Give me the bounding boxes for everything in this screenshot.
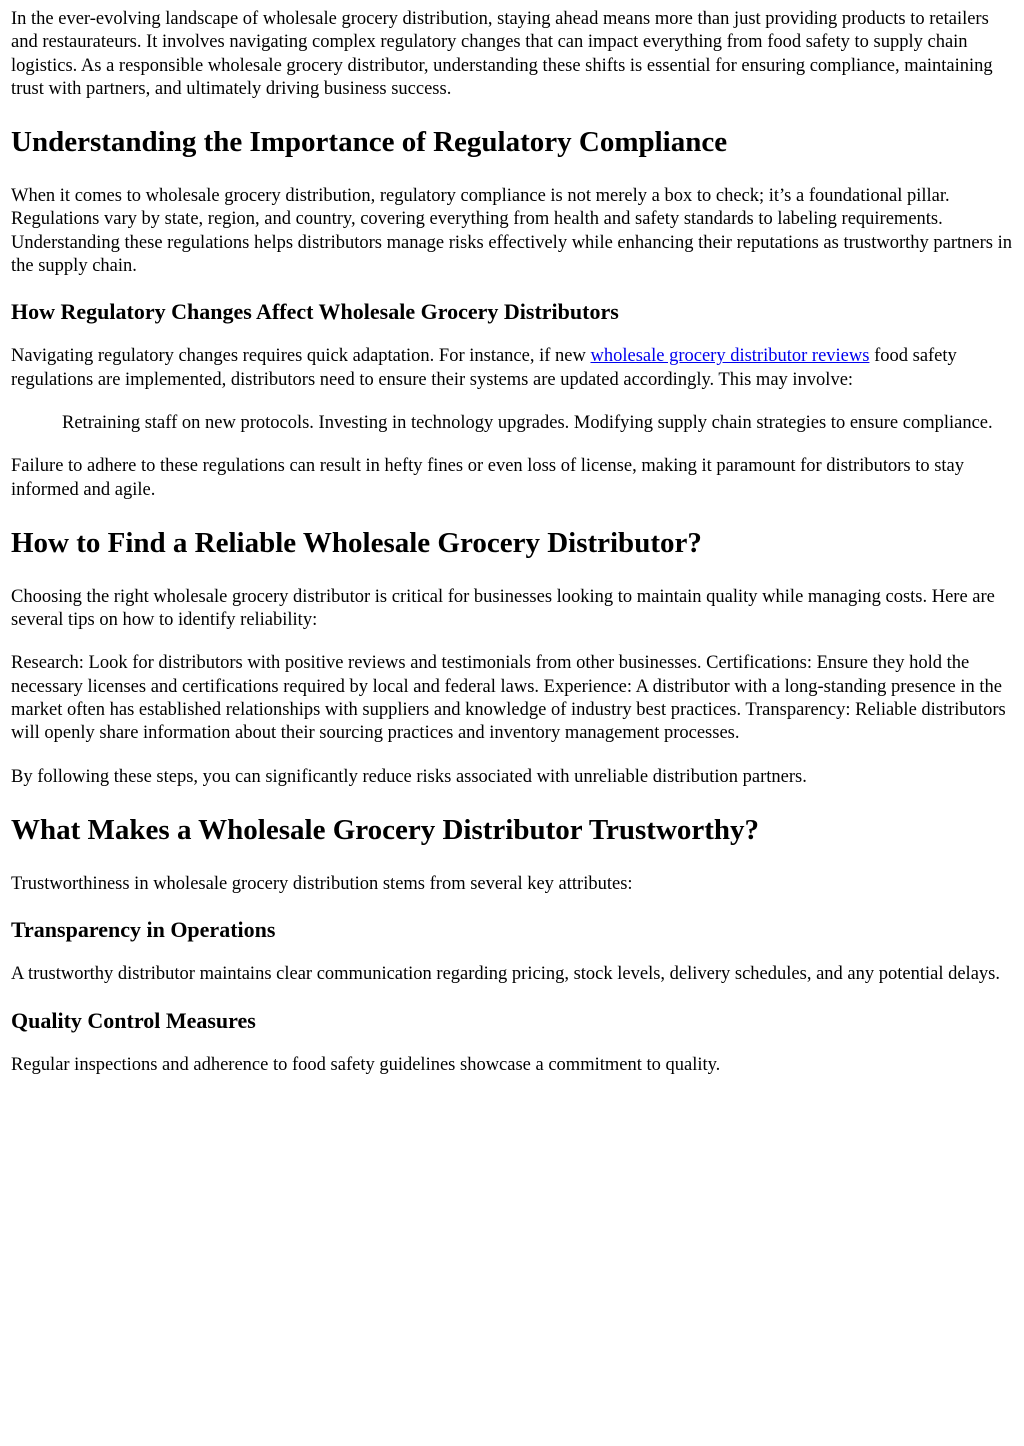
section-heading-trustworthy: What Makes a Wholesale Grocery Distributor Trustworthy? [11,813,760,846]
following-steps-paragraph: By following these steps, you can significantly reduce risks associated with unreliable distribution partners. [11,766,807,787]
subheading-quality-control: Quality Control Measures [11,1007,256,1033]
actions-blockquote: Retraining staff on new protocols. Investing in technology upgrades. Modifying supply chain strategies to ensure compliance. [62,412,993,433]
distributor-reviews-link[interactable]: wholesale grocery distributor reviews [590,346,870,367]
reliability-tips-paragraph: Research: Look for distributors with positive reviews and testimonials from other businesses. Certifications: Ensure they hold the necessary licenses and certifications required by local and federal laws. Experience: A distributor with a long-standing presence in the market often has established relationships with suppliers and knowledge of industry best practices. Transparency: Reliable distributors will openly share information about their sourcing practices and inventory management processes. [11,653,1006,744]
text-before-link: Navigating regulatory changes requires quick adaptation. For instance, if new [11,346,591,367]
subheading-regulatory-changes: How Regulatory Changes Affect Wholesale Grocery Distributors [11,299,619,325]
trustworthiness-paragraph: Trustworthiness in wholesale grocery distribution stems from several key attributes: [11,873,633,894]
regulatory-compliance-paragraph: When it comes to wholesale grocery distribution, regulatory compliance is not merely a box to check; it’s a foundational pillar. Regulations vary by state, region, and country, covering everything from health and safety standards to labeling requirements. Understanding these regulations helps distributors manage risks effectively while enhancing their reputations as trustworthy partners in the supply chain. [11,186,1012,277]
intro-paragraph: In the ever-evolving landscape of wholesale grocery distribution, staying ahead means more than just providing products to retailers and restaurateurs. It involves navigating complex regulatory changes that can impact everything from food safety to supply chain logistics. As a responsible wholesale grocery distributor, understanding these shifts is essential for ensuring compliance, maintaining trust with partners, and ultimately driving business success. [11,9,993,99]
section-heading-regulatory-compliance: Understanding the Importance of Regulatory Compliance [11,126,728,159]
text-after-link: food safety regulations are implemented, distributors need to ensure their systems are updated accordingly. This may involve: [11,346,957,390]
quality-control-paragraph: Regular inspections and adherence to food safety guidelines showcase a commitment to quality. [11,1054,721,1075]
subheading-transparency: Transparency in Operations [11,917,276,943]
transparency-paragraph: A trustworthy distributor maintains clear communication regarding pricing, stock levels, delivery schedules, and any potential delays. [11,964,1000,985]
failure-paragraph: Failure to adhere to these regulations can result in hefty fines or even loss of license, making it paramount for distributors to stay informed and agile. [11,456,965,500]
section-heading-find-distributor: How to Find a Reliable Wholesale Grocery Distributor? [11,526,702,559]
regulatory-changes-paragraph [11,345,1013,392]
choosing-distributor-paragraph: Choosing the right wholesale grocery distributor is critical for businesses looking to maintain quality while managing costs. Here are several tips on how to identify reliability: [11,586,995,631]
